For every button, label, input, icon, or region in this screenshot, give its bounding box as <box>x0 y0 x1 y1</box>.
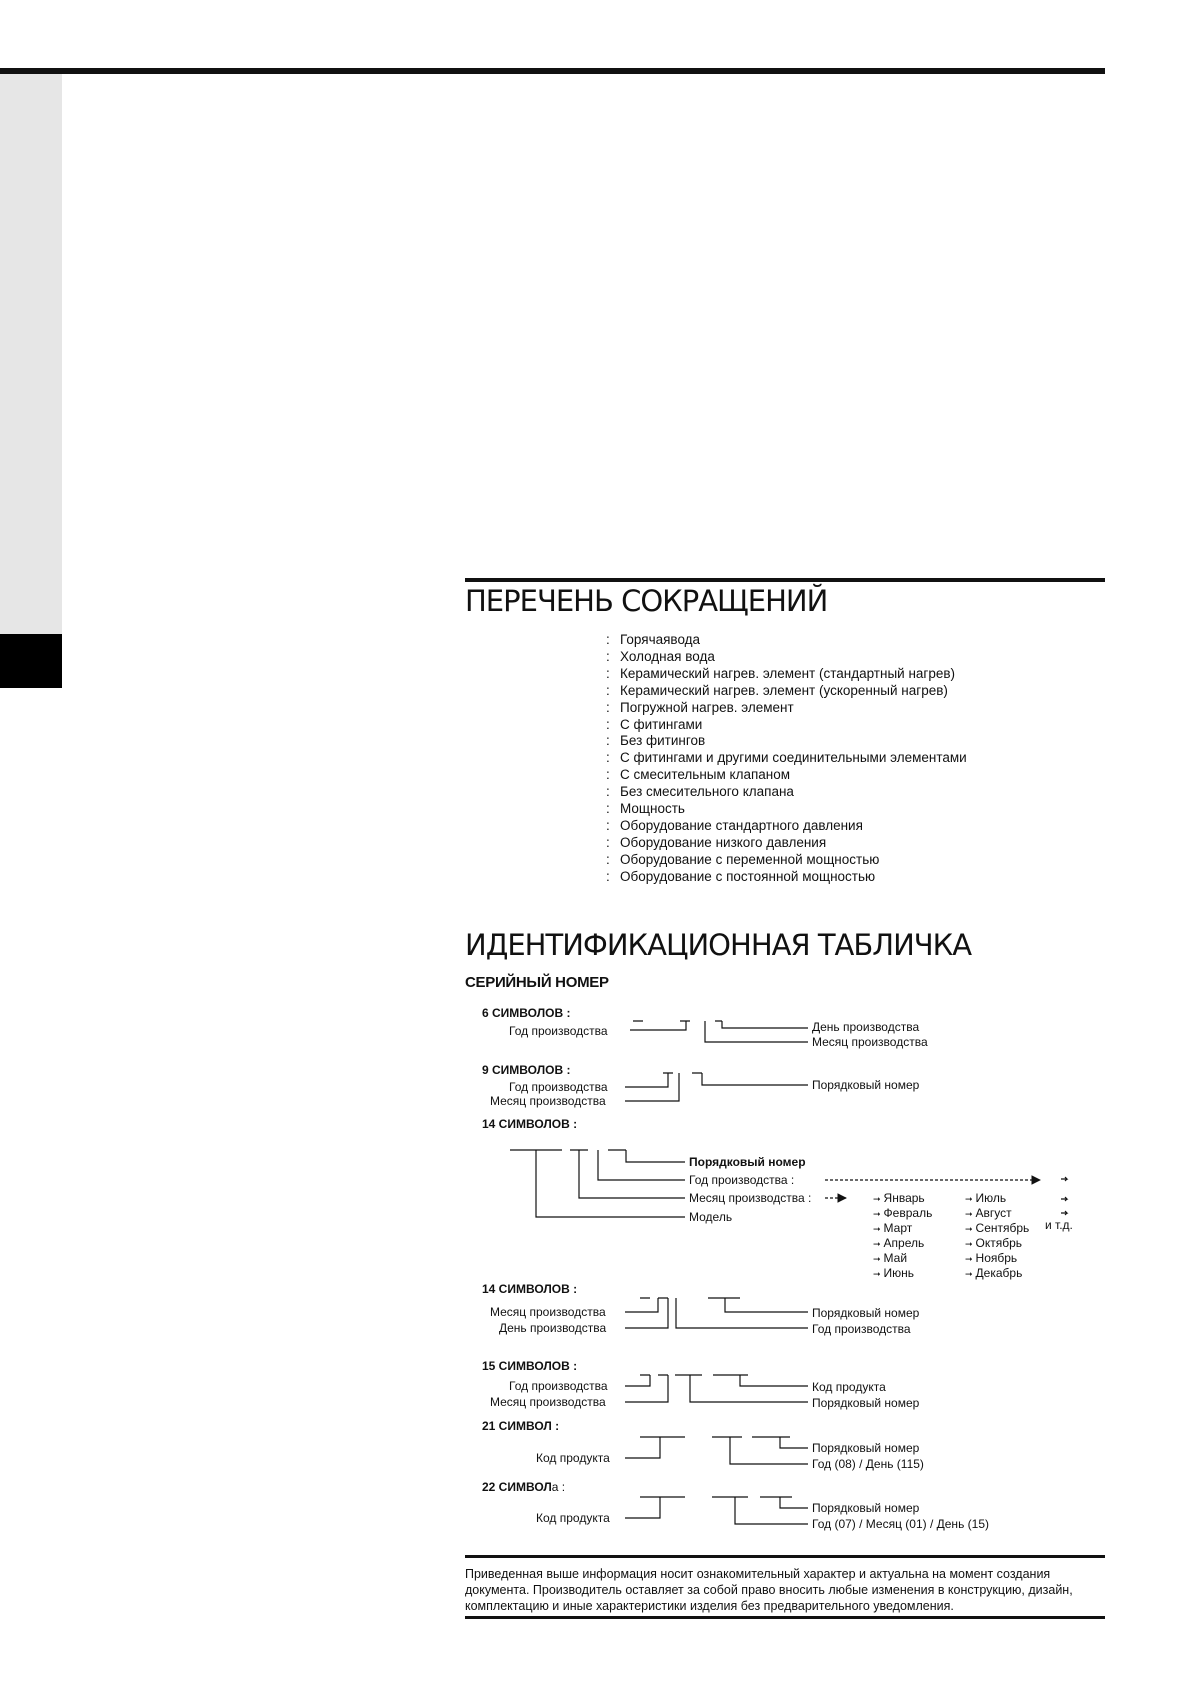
month-name: Февраль <box>883 1206 933 1220</box>
month-item <box>873 1191 932 1206</box>
footer-rule-bottom <box>465 1616 1105 1619</box>
g14a-month-label: Месяц производства : <box>689 1191 812 1205</box>
month-name: Июнь <box>883 1266 915 1280</box>
g22-lines <box>625 1497 808 1524</box>
arrow-right-icon: ➞ <box>965 1224 973 1234</box>
arrow-right-icon: ➞ <box>965 1209 973 1219</box>
g22-heading-prefix: 22 СИМВОЛ <box>482 1480 552 1494</box>
abbreviation-separator: : <box>606 767 610 783</box>
month-item <box>873 1206 932 1221</box>
abbreviation-text: С смесительным клапаном <box>620 767 791 783</box>
abbreviation-text: Без фитингов <box>620 733 706 749</box>
abbreviation-text: Оборудование стандартного давления <box>620 817 863 833</box>
abbreviation-separator: : <box>606 834 610 850</box>
g22-heading <box>482 1480 565 1494</box>
month-name: Октябрь <box>975 1236 1023 1250</box>
abbreviation-separator: : <box>606 750 610 766</box>
g15-year-label: Год производства <box>509 1379 608 1393</box>
abbreviation-separator: : <box>606 699 610 715</box>
abbreviation-separator: : <box>606 716 610 732</box>
month-name: Август <box>975 1206 1012 1220</box>
g21-seq-label: Порядковый номер <box>812 1441 920 1455</box>
months-column-2 <box>965 1191 1029 1281</box>
g14a-model-label: Модель <box>689 1210 733 1224</box>
abbreviation-text: С фитингами и другими соединительными элементами <box>620 750 967 766</box>
arrow-right-icon: ➞ <box>965 1269 973 1279</box>
g6-year-label: Год производства <box>509 1024 608 1038</box>
abbreviation-separator: : <box>606 648 610 664</box>
abbreviation-separator: : <box>606 868 610 884</box>
month-item <box>965 1221 1029 1236</box>
arrow-right-icon: ➞ <box>873 1269 881 1279</box>
abbreviation-text: Без смесительного клапана <box>620 784 794 800</box>
month-name: Январь <box>883 1191 925 1205</box>
g9-year-label: Год производства <box>509 1080 608 1094</box>
g14a-seq-label: Порядковый номер <box>689 1155 806 1169</box>
g21-code-label: Код продукта <box>536 1451 610 1465</box>
g9-lines <box>625 1073 808 1101</box>
g6-heading: 6 СИМВОЛОВ : <box>482 1006 571 1020</box>
abbreviation-separator: : <box>606 801 610 817</box>
abbreviation-separator: : <box>606 682 610 698</box>
g21-heading: 21 СИМВОЛ : <box>482 1419 560 1433</box>
g14b-heading: 14 СИМВОЛОВ : <box>482 1282 578 1296</box>
abbreviation-separator: : <box>606 632 610 647</box>
month-item <box>873 1251 932 1266</box>
g6-day-label: День производства <box>812 1020 920 1034</box>
months-column-1 <box>873 1191 932 1281</box>
abbreviation-text: Керамический нагрев. элемент (стандартный нагрев) <box>620 665 956 681</box>
month-name: Июль <box>975 1191 1007 1205</box>
month-item <box>965 1206 1029 1221</box>
abbreviation-text: Оборудование с постоянной мощностью <box>620 868 876 884</box>
g9-heading: 9 СИМВОЛОВ : <box>482 1063 571 1077</box>
g21-date-label: Год (08) / День (115) <box>812 1457 924 1471</box>
abbreviation-separator: : <box>606 851 610 867</box>
arrow-right-icon: ➞ <box>873 1224 881 1234</box>
month-item <box>965 1236 1029 1251</box>
arrow-right-icon: ➞ <box>965 1254 973 1264</box>
g6-lines <box>630 1021 808 1042</box>
g14a-heading: 14 СИМВОЛОВ : <box>482 1117 578 1131</box>
g22-heading-suffix: а : <box>551 1480 566 1494</box>
g15-seq-label: Порядковый номер <box>812 1396 920 1410</box>
abbreviation-text: Керамический нагрев. элемент (ускоренный нагрев) <box>620 682 948 698</box>
g14a-etc-label: и т.д. <box>1045 1218 1073 1232</box>
abbreviation-text: Горячаявода <box>620 632 701 647</box>
arrow-right-icon: ➞ <box>965 1239 973 1249</box>
g14b-month-label: Месяц производства <box>490 1305 606 1319</box>
month-name: Декабрь <box>975 1266 1023 1280</box>
month-name: Март <box>883 1221 913 1235</box>
month-name: Сентябрь <box>975 1221 1030 1235</box>
g14b-lines <box>625 1298 808 1328</box>
abbreviation-text: Мощность <box>620 801 685 817</box>
g14a-year-label: Год производства : <box>689 1173 795 1187</box>
month-item <box>965 1266 1029 1281</box>
g15-month-label: Месяц производства <box>490 1395 606 1409</box>
arrow-right-icon: ➞ <box>873 1194 881 1204</box>
g22-date-label: Год (07) / Месяц (01) / День (15) <box>812 1517 989 1531</box>
month-item <box>965 1251 1029 1266</box>
abbreviations-title: ПЕРЕЧЕНЬ СОКРАЩЕНИЙ <box>465 584 828 618</box>
g15-lines <box>625 1375 808 1402</box>
g15-heading: 15 СИМВОЛОВ : <box>482 1359 578 1373</box>
month-name: Май <box>883 1251 908 1265</box>
g14a-right-arrows <box>1061 1177 1067 1215</box>
footer-disclaimer: Приведенная выше информация носит ознакомительный характер и актуальна на момент создания документа. Производитель оставляет за собой право вносить любые изменения в конструкцию, дизайн, комплектацию и иные характеристики изделия без предварительного уведомления. <box>465 1567 1073 1613</box>
g14a-lines <box>510 1150 685 1217</box>
abbreviation-separator: : <box>606 784 610 800</box>
serial-number-title: СЕРИЙНЫЙ НОМЕР <box>465 974 609 991</box>
g22-seq-label: Порядковый номер <box>812 1501 920 1515</box>
month-item <box>873 1266 932 1281</box>
month-item <box>965 1191 1029 1206</box>
abbreviation-text: Холодная вода <box>620 648 715 664</box>
abbreviation-text: Погружной нагрев. элемент <box>620 699 794 715</box>
abbreviation-separator: : <box>606 665 610 681</box>
month-name: Апрель <box>883 1236 925 1250</box>
arrow-right-icon: ➞ <box>873 1239 881 1249</box>
g14b-day-label: День производства <box>499 1321 607 1335</box>
abbreviation-text: Оборудование с переменной мощностью <box>620 851 880 867</box>
g22-code-label: Код продукта <box>536 1511 610 1525</box>
nameplate-title: ИДЕНТИФИКАЦИОННАЯ ТАБЛИЧКА <box>465 928 972 962</box>
abbreviation-text: С фитингами <box>620 716 703 732</box>
abbreviation-separator: : <box>606 817 610 833</box>
g9-month-label: Месяц производства <box>490 1094 606 1108</box>
footer-rule-top <box>465 1555 1105 1558</box>
arrow-right-icon: ➞ <box>873 1209 881 1219</box>
month-name: Ноябрь <box>975 1251 1018 1265</box>
arrow-right-icon: ➞ <box>965 1194 973 1204</box>
month-item <box>873 1221 932 1236</box>
g21-lines <box>625 1437 808 1464</box>
g9-seq-label: Порядковый номер <box>812 1078 920 1092</box>
g14b-seq-label: Порядковый номер <box>812 1306 920 1320</box>
g14b-year-label: Год производства <box>812 1322 911 1336</box>
g6-month-label: Месяц производства <box>812 1035 928 1049</box>
arrow-right-icon: ➞ <box>873 1254 881 1264</box>
abbreviation-separator: : <box>606 733 610 749</box>
month-item <box>873 1236 932 1251</box>
abbreviation-text: Оборудование низкого давления <box>620 834 827 850</box>
g15-code-label: Код продукта <box>812 1380 886 1394</box>
